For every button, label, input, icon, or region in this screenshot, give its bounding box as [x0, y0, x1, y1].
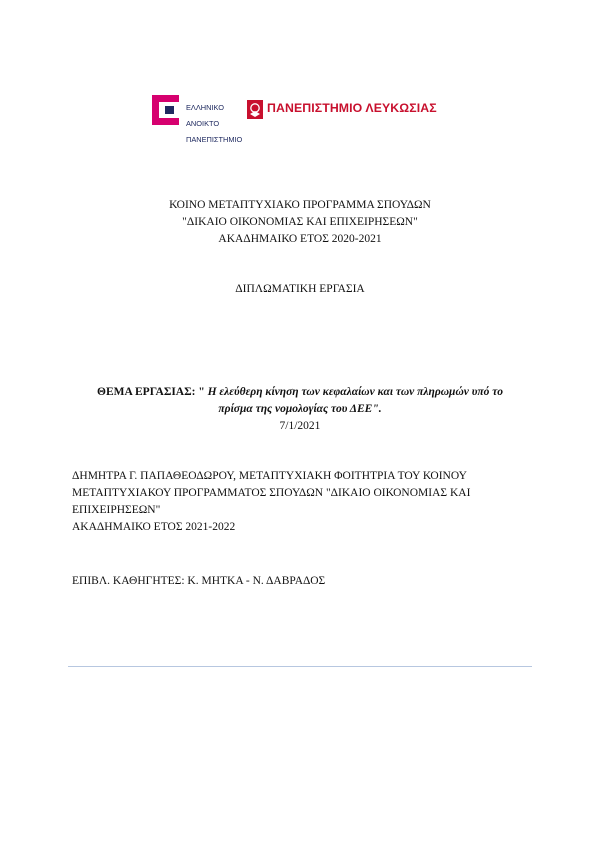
- author-year: ΑΚΑΔΗΜΑΙΚΟ ΕΤΟΣ 2021-2022: [72, 521, 236, 533]
- eap-logo-line: ΑΝΟΙΚΤΟ: [186, 119, 220, 128]
- supervisors: ΕΠΙΒΛ. ΚΑΘΗΓΗΤΕΣ: Κ. ΜΗΤΚΑ - Ν. ΔΑΒΡΑΔΟΣ: [72, 575, 326, 587]
- program-block: [0, 197, 600, 248]
- eap-logo-icon: [148, 92, 184, 128]
- topic-date: 7/1/2021: [279, 420, 321, 432]
- eap-logo-line: ΕΛΛΗΝΙΚΟ: [186, 103, 224, 112]
- unic-logo-text: ΠΑΝΕΠΙΣΤΗΜΙΟ ΛΕΥΚΩΣΙΑΣ: [267, 101, 437, 115]
- topic-line: [0, 384, 600, 401]
- header-logos: [148, 92, 468, 144]
- unic-crest-icon: [247, 100, 263, 119]
- thesis-type: ΔΙΠΛΩΜΑΤΙΚΗ ΕΡΓΑΣΙΑ: [235, 283, 365, 295]
- program-year: ΑΚΑΔΗΜΑΙΚΟ ΕΤΟΣ 2020-2021: [218, 233, 382, 245]
- topic-title-part1: Η ελεύθερη κίνηση των κεφαλαίων και των πληρωμών υπό το: [204, 386, 503, 398]
- topic-block: [0, 384, 600, 435]
- topic-title-part2: πρίσμα της νομολογίας του ΔΕΕ".: [218, 403, 382, 415]
- author-block: [72, 468, 532, 536]
- topic-lead: ΘΕΜΑ ΕΡΓΑΣΙΑΣ: ": [97, 386, 205, 398]
- eap-logo-text: [186, 96, 242, 152]
- program-line: "ΔΙΚΑΙΟ ΟΙΚΟΝΟΜΙΑΣ ΚΑΙ ΕΠΙΧΕΙΡΗΣΕΩΝ": [182, 216, 418, 228]
- author-line: ΕΠΙΧΕΙΡΗΣΕΩΝ": [72, 504, 161, 516]
- program-line: ΚΟΙΝΟ ΜΕΤΑΠΤΥΧΙΑΚΟ ΠΡΟΓΡΑΜΜΑ ΣΠΟΥΔΩΝ: [169, 199, 431, 211]
- author-line: ΔΗΜΗΤΡΑ Γ. ΠΑΠΑΘΕΟΔΩΡΟΥ, ΜΕΤΑΠΤΥΧΙΑΚΗ ΦΟΙΤΗΤΡΙΑ ΤΟΥ ΚΟΙΝΟΥ: [72, 470, 467, 482]
- author-line: ΜΕΤΑΠΤΥΧΙΑΚΟΥ ΠΡΟΓΡΑΜΜΑΤΟΣ ΣΠΟΥΔΩΝ "ΔΙΚΑΙΟ ΟΙΚΟΝΟΜΙΑΣ ΚΑΙ: [72, 487, 471, 499]
- divider: [68, 666, 532, 667]
- eap-logo-line: ΠΑΝΕΠΙΣΤΗΜΙΟ: [186, 135, 243, 144]
